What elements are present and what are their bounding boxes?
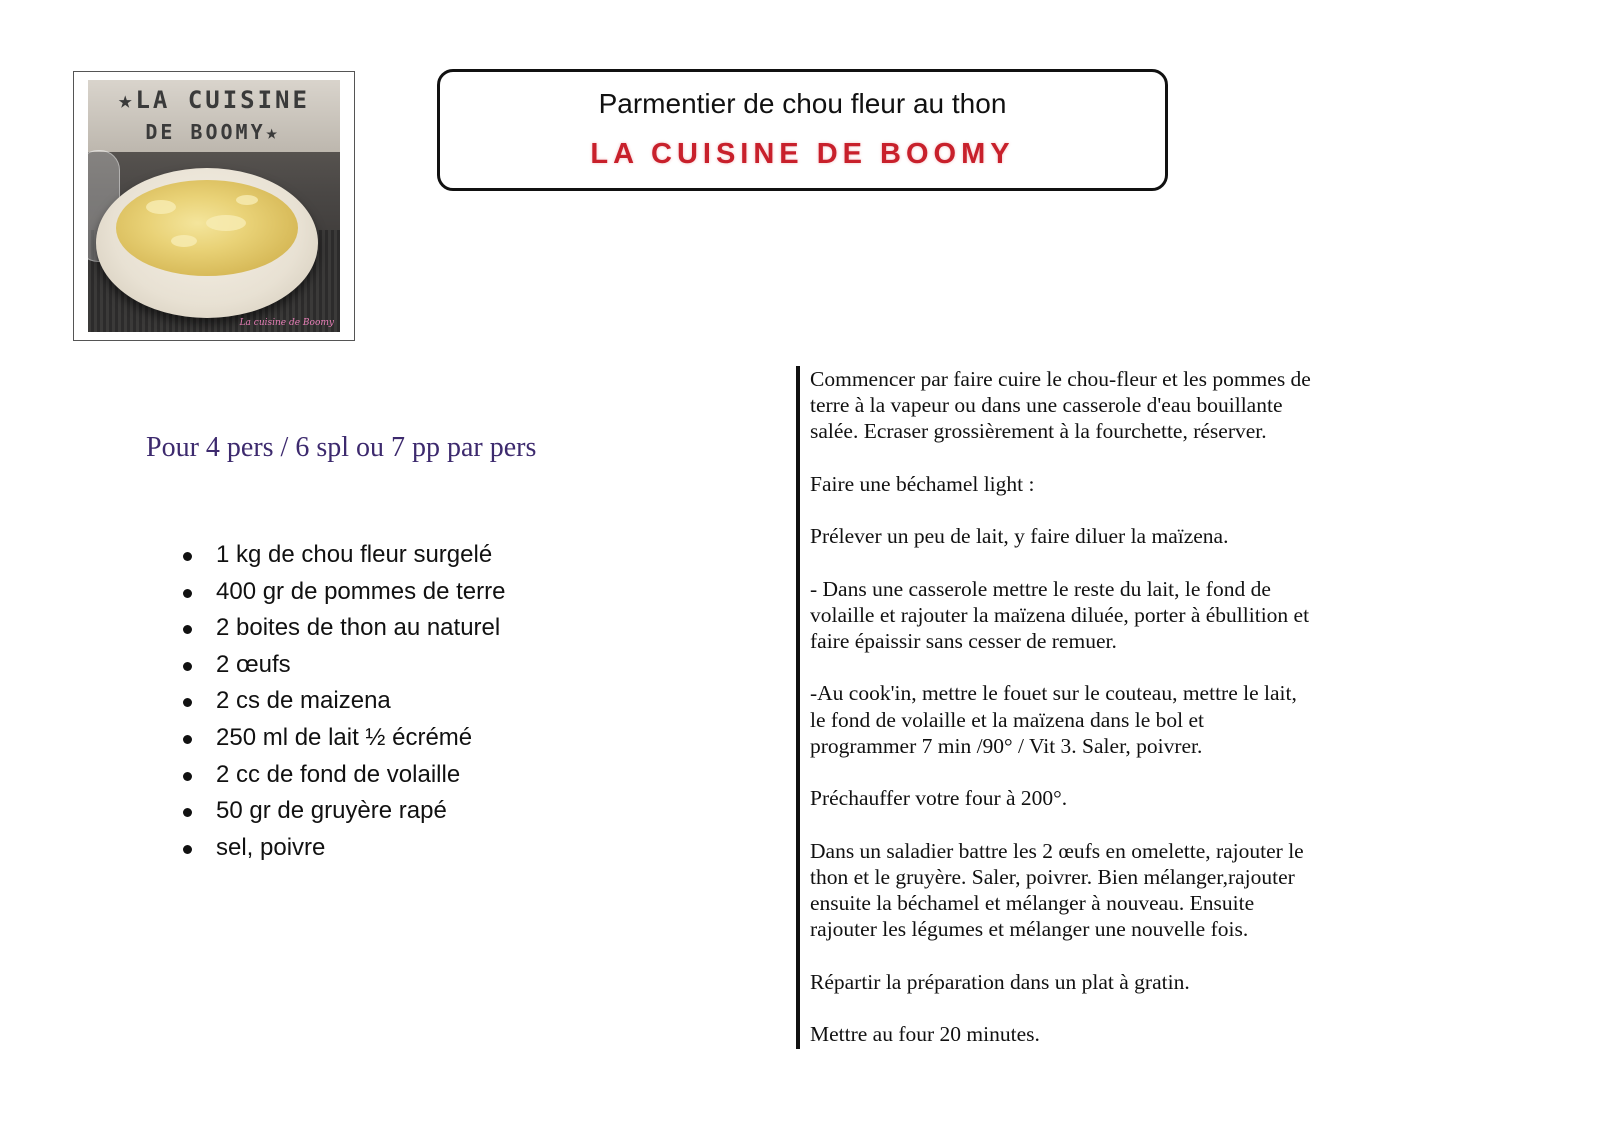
instruction-step: Mettre au four 20 minutes.: [810, 1021, 1040, 1046]
list-item: [178, 796, 506, 833]
column-divider: [796, 366, 800, 1049]
ingredient-text: 1 kg de chou fleur surgelé: [216, 541, 493, 568]
photo-signature: La cuisine de Boomy: [239, 318, 334, 328]
instruction-step: Préchauffer votre four à 200°.: [810, 786, 1068, 811]
recipe-title: Parmentier de chou fleur au thon: [598, 88, 1007, 119]
ingredient-text: 2 cc de fond de volaille: [216, 760, 461, 788]
ingredient-text: 2 cs de maizena: [216, 687, 391, 715]
bullet-icon: [183, 698, 192, 707]
instruction-step: Commencer par faire cuire le chou-fleur et les pommes de terre à la vapeur ou dans une casserole d'eau bouillante salée. Ecraser grossièrement à la fourchette, réserver.: [810, 367, 1311, 444]
gratin-topping: [116, 180, 298, 276]
ingredient-text: 2 œufs: [216, 650, 291, 678]
bullet-icon: [183, 808, 192, 817]
instructions: [810, 366, 1410, 1073]
list-item: [178, 577, 506, 614]
title-box: [437, 69, 1168, 191]
bullet-icon: [183, 589, 192, 598]
instruction-step: Répartir la préparation dans un plat à gratin.: [810, 969, 1190, 994]
instruction-step: Faire une béchamel light :: [810, 471, 1035, 496]
list-item: [178, 833, 506, 870]
bullet-icon: [183, 625, 192, 634]
lightbox-line-1: ★LA CUISINE: [118, 86, 310, 114]
instruction-step: Prélever un peu de lait, y faire diluer la maïzena.: [810, 524, 1229, 549]
list-item: [178, 613, 506, 650]
instruction-step: Dans un saladier battre les 2 œufs en omelette, rajouter le thon et le gruyère. Saler, poivrer. Bien mélanger,rajouter ensuite la béchamel et mélanger à nouveau. Ensuite rajouter les légumes et mélanger une nouvelle fois.: [810, 838, 1304, 942]
ingredient-text: 2 boites de thon au naturel: [216, 614, 501, 642]
list-item: [178, 686, 506, 723]
lightbox-line-2: DE BOOMY★: [145, 120, 281, 144]
lightbox-sign: [88, 80, 340, 152]
bullet-icon: [183, 735, 192, 744]
bullet-icon: [183, 552, 192, 561]
ingredient-text: sel, poivre: [216, 833, 326, 861]
bullet-icon: [183, 662, 192, 671]
servings-info: Pour 4 pers / 6 spl ou 7 pp par pers: [146, 432, 537, 463]
instruction-step: -Au cook'in, mettre le fouet sur le couteau, mettre le lait, le fond de volaille et la maïzena dans le bol et programmer 7 min /90° / Vit 3. Saler, poivrer.: [810, 681, 1297, 758]
ingredient-text: 400 gr de pommes de terre: [216, 577, 506, 605]
brand-name: LA CUISINE DE BOOMY: [590, 138, 1015, 170]
recipe-photo-frame: [73, 71, 355, 341]
bullet-icon: [183, 772, 192, 781]
bullet-icon: [183, 845, 192, 854]
list-item: [178, 540, 506, 577]
list-item: [178, 760, 506, 797]
list-item: [178, 723, 506, 760]
instruction-step: - Dans une casserole mettre le reste du lait, le fond de volaille et rajouter la maïzena diluée, porter à ébullition et faire épaissir sans cesser de remuer.: [810, 576, 1310, 653]
recipe-photo: [88, 80, 340, 332]
list-item: [178, 650, 506, 687]
ingredient-text: 250 ml de lait ½ écrémé: [216, 723, 473, 751]
ingredients-list: [178, 540, 506, 869]
ingredient-text: 50 gr de gruyère rapé: [216, 797, 447, 825]
